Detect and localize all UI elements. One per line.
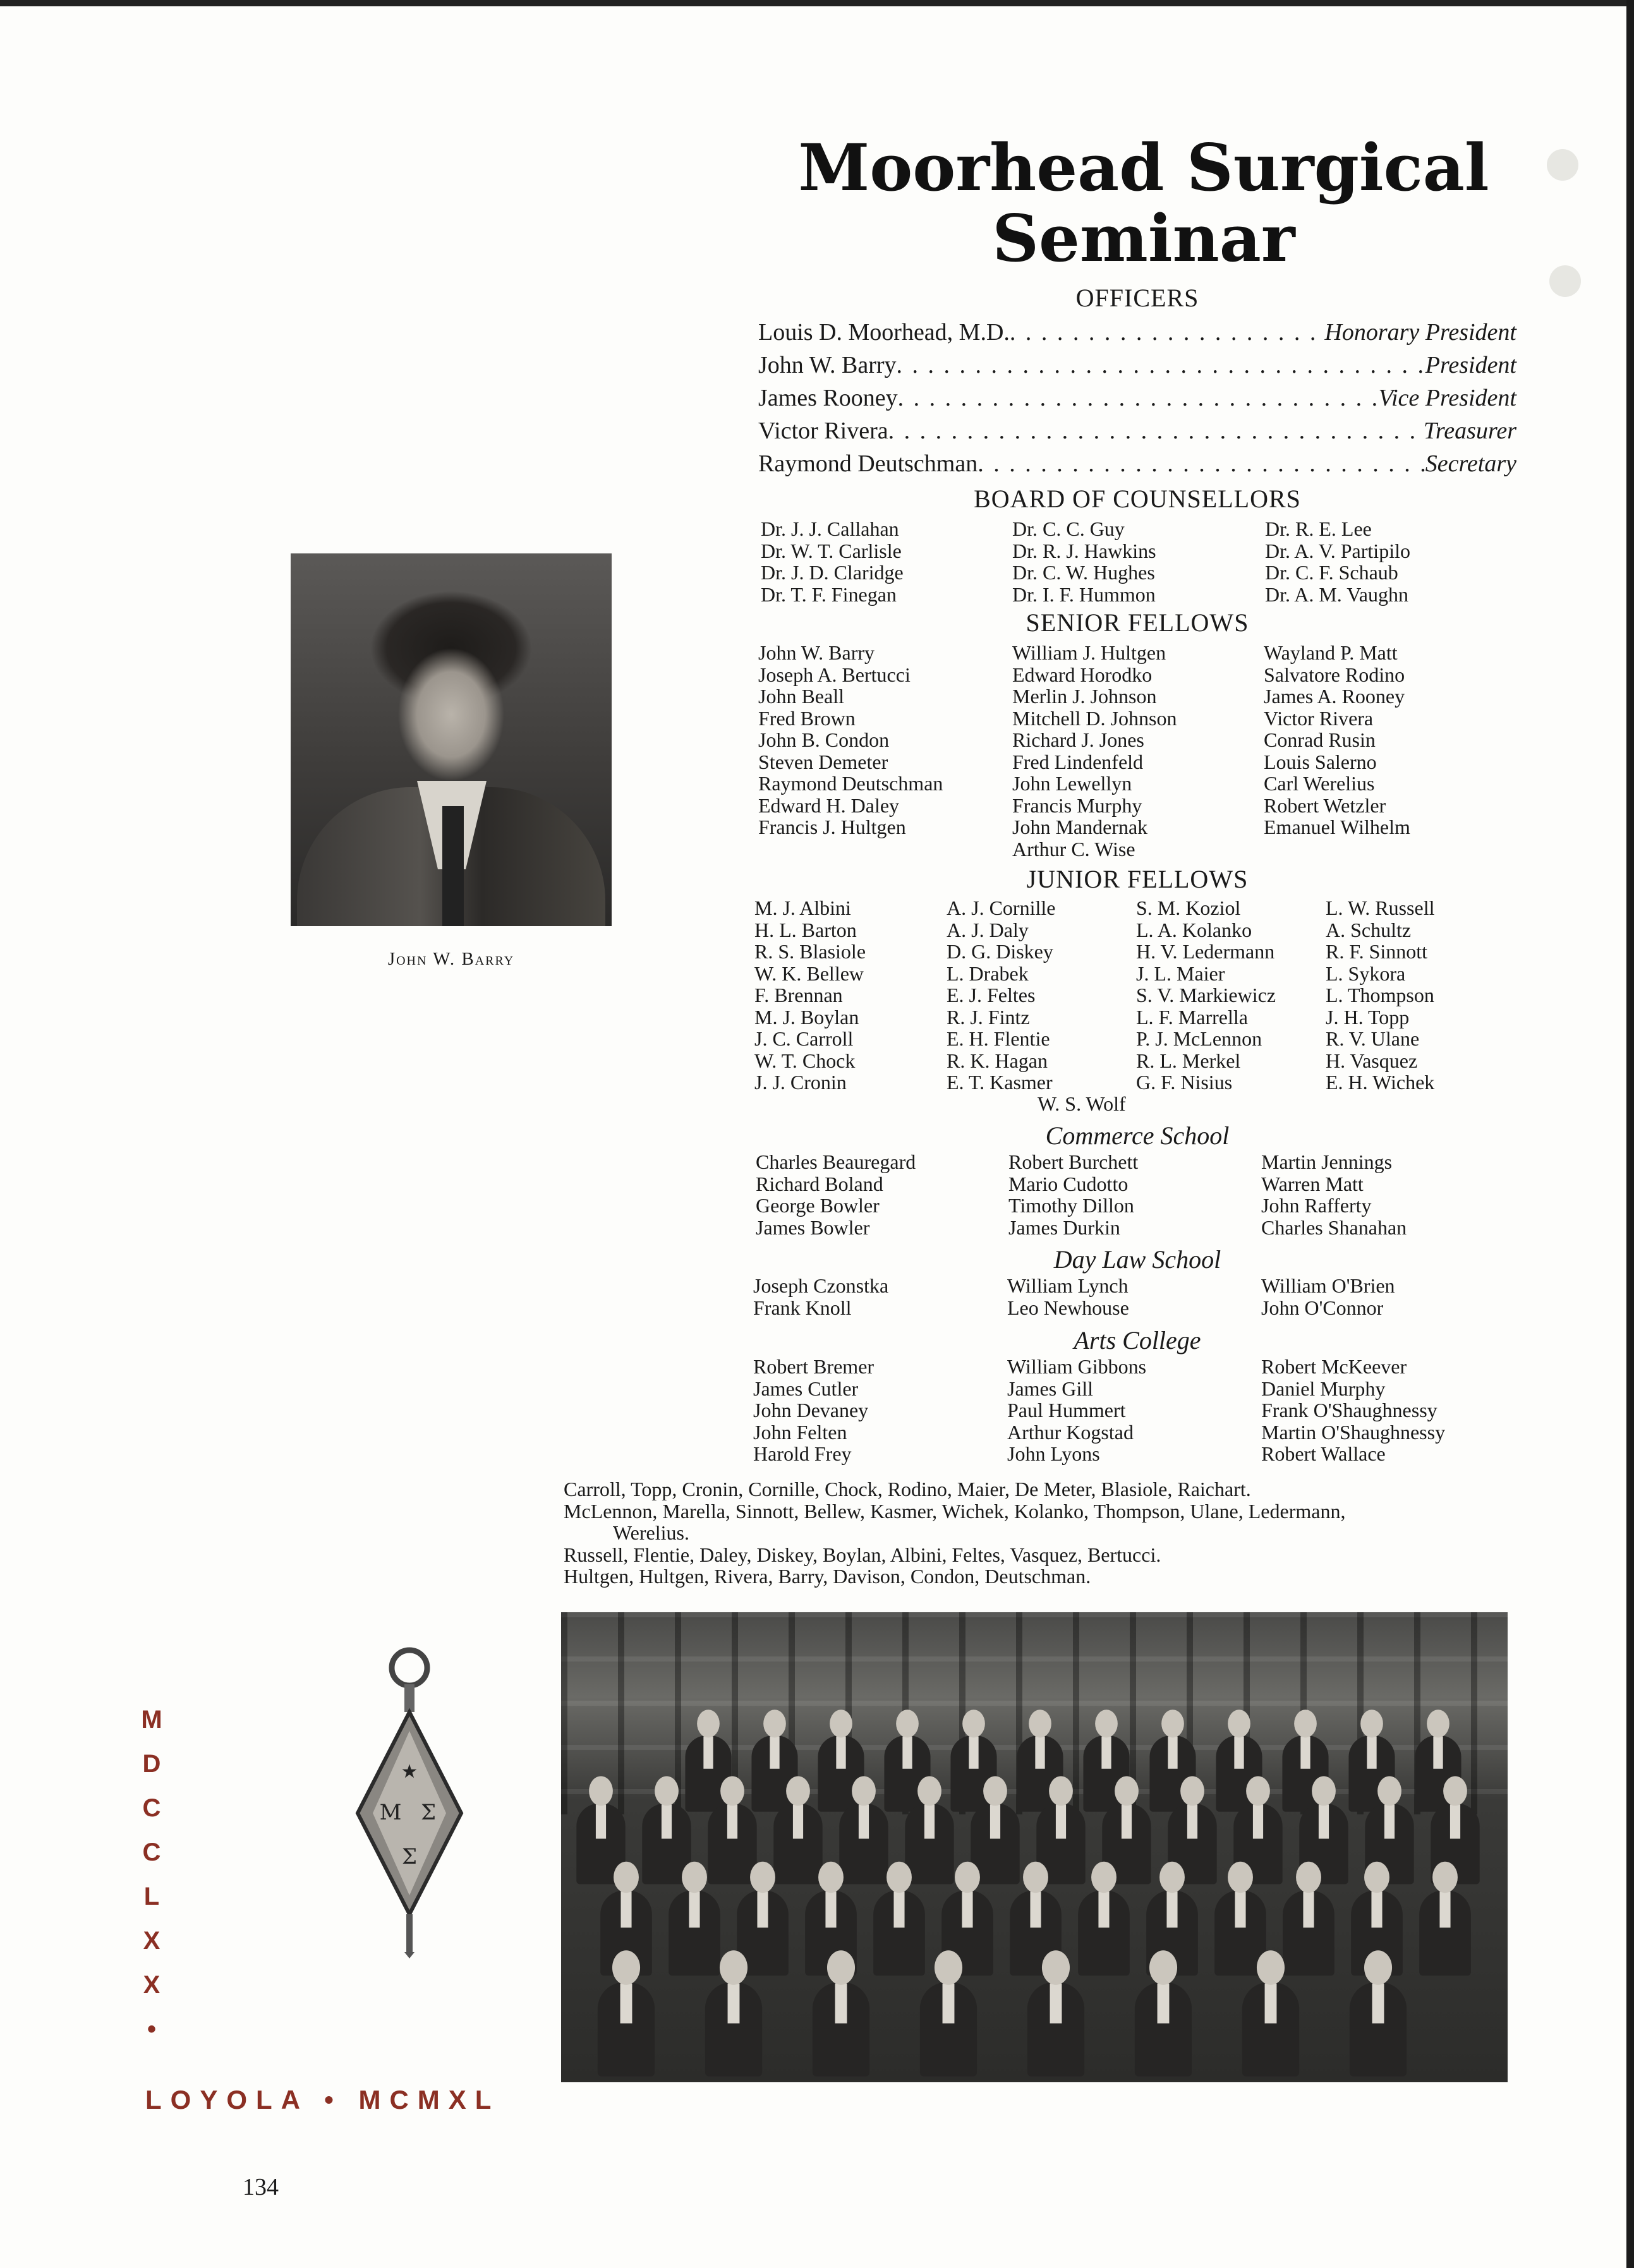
member-name: Charles Beauregard (756, 1150, 916, 1173)
member-name: John Devaney (753, 1399, 869, 1421)
vertical-letter: C (142, 1794, 161, 1822)
page-title: Moorhead Surgical Seminar (798, 130, 1489, 277)
portrait-caption: John W. Barry (387, 949, 515, 969)
member-name: F. Brennan (754, 984, 843, 1006)
caption-line: Carroll, Topp, Cronin, Cornille, Chock, Rodino, Maier, De Meter, Blasiole, Raichart. (564, 1478, 1251, 1500)
member-name: R. S. Blasiole (754, 940, 866, 963)
member-name: Richard J. Jones (1012, 728, 1144, 751)
photo-person (1242, 1950, 1299, 2077)
name-column (758, 642, 943, 838)
member-name: E. J. Feltes (947, 984, 1036, 1006)
member-name: Richard Boland (756, 1172, 883, 1195)
member-name: John Rafferty (1261, 1194, 1372, 1217)
member-name: H. L. Barton (754, 918, 857, 941)
member-name: S. M. Koziol (1136, 896, 1241, 919)
member-name: Martin O'Shaughnessy (1261, 1420, 1446, 1444)
name-column (753, 1275, 888, 1318)
officer-row (758, 447, 1516, 480)
member-name: John Mandernak (1012, 816, 1148, 838)
member-name: Dr. W. T. Carlisle (761, 539, 902, 562)
officer-row (758, 316, 1516, 349)
member-name: Francis J. Hultgen (758, 816, 906, 838)
emblem-letter: Σ (420, 1800, 437, 1825)
member-name: Harold Frey (753, 1442, 852, 1465)
officer-row (758, 382, 1516, 414)
dot-leader (977, 447, 1425, 480)
photo-person (705, 1950, 762, 2077)
member-name: R. J. Fintz (947, 1005, 1030, 1028)
member-name: D. G. Diskey (947, 940, 1053, 963)
name-column (1012, 642, 1177, 860)
dot-leader (1010, 316, 1324, 349)
member-name: Francis Murphy (1012, 793, 1142, 817)
junior-fellows-heading: JUNIOR FELLOWS (1026, 865, 1249, 893)
officer-row (758, 349, 1516, 382)
officers-heading: OFFICERS (1075, 284, 1199, 312)
svg-text:★: ★ (401, 1761, 418, 1783)
member-name: H. Vasquez (1326, 1049, 1418, 1072)
member-name: Raymond Deutschman (758, 772, 943, 795)
officer-role: Treasurer (1423, 418, 1516, 444)
member-name: Arthur C. Wise (1012, 837, 1135, 860)
photo-person (1078, 1862, 1130, 1976)
member-name: Frank O'Shaughnessy (1261, 1399, 1437, 1421)
officer-name: Raymond Deutschman (758, 450, 978, 477)
officer-role: Vice President (1378, 385, 1516, 411)
member-name: Martin Jennings (1261, 1150, 1393, 1173)
member-name: William O'Brien (1261, 1274, 1395, 1297)
officer-row (758, 414, 1516, 447)
member-name: L. Sykora (1326, 962, 1406, 985)
day-law-heading: Day Law School (1053, 1245, 1221, 1274)
emblem-letter: M (379, 1800, 402, 1825)
member-name: Dr. J. J. Callahan (761, 517, 899, 540)
photo-person (813, 1950, 869, 2077)
member-name: R. K. Hagan (947, 1049, 1048, 1072)
member-name: Timothy Dillon (1008, 1194, 1134, 1217)
member-name: Dr. C. F. Schaub (1265, 561, 1398, 584)
member-name: James Durkin (1008, 1215, 1120, 1239)
member-name: John B. Condon (758, 728, 890, 751)
junior-fellows-extra: W. S. Wolf (1038, 1092, 1126, 1115)
footer-loyola: LOYOLA • MCMXL (145, 2085, 500, 2114)
member-name: Dr. A. M. Vaughn (1265, 582, 1408, 606)
member-name: Robert McKeever (1261, 1355, 1407, 1378)
name-column (1261, 1151, 1407, 1238)
member-name: James Bowler (756, 1215, 870, 1239)
name-column (1261, 1275, 1395, 1318)
name-column (756, 1151, 916, 1238)
caption-line: Hultgen, Hultgen, Rivera, Barry, Davison, Condon, Deutschman. (564, 1565, 1091, 1588)
name-column (1012, 518, 1156, 605)
member-name: A. J. Daly (947, 918, 1029, 941)
member-name: R. V. Ulane (1326, 1027, 1420, 1050)
member-name: James Cutler (753, 1377, 859, 1400)
name-column (1008, 1151, 1138, 1238)
name-column (1264, 642, 1410, 838)
member-name: W. K. Bellew (754, 962, 864, 985)
member-name: Charles Shanahan (1261, 1215, 1407, 1239)
member-name: L. Thompson (1326, 984, 1434, 1006)
vertical-letter: X (143, 1927, 160, 1955)
member-name: Dr. C. W. Hughes (1012, 561, 1155, 584)
member-name: E. T. Kasmer (947, 1071, 1053, 1094)
member-name: Joseph A. Bertucci (758, 663, 911, 686)
member-name: P. J. McLennon (1136, 1027, 1262, 1050)
name-column (1265, 518, 1410, 605)
photo-person (598, 1950, 655, 2077)
name-column (1326, 897, 1434, 1094)
member-name: John O'Connor (1261, 1296, 1384, 1319)
name-column (1007, 1356, 1146, 1465)
member-name: Dr. A. V. Partipilo (1265, 539, 1410, 562)
member-name: Louis Salerno (1264, 750, 1377, 773)
officer-name: Victor Rivera (758, 418, 888, 444)
page-edge-right (1626, 0, 1634, 2268)
member-name: L. W. Russell (1326, 896, 1435, 919)
group-photo (561, 1612, 1508, 2082)
member-name: Robert Wallace (1261, 1442, 1386, 1465)
emblem-letter: Σ (401, 1844, 418, 1869)
member-name: Victor Rivera (1264, 706, 1374, 730)
member-name: Robert Wetzler (1264, 793, 1386, 817)
arts-heading: Arts College (1074, 1326, 1201, 1354)
member-name: R. L. Merkel (1136, 1049, 1241, 1072)
member-name: L. Drabek (947, 962, 1029, 985)
member-name: Dr. I. F. Hummon (1012, 582, 1156, 606)
member-name: L. F. Marrella (1136, 1005, 1248, 1028)
dot-leader (897, 349, 1425, 382)
member-name: M. J. Albini (754, 896, 851, 919)
photo-person (920, 1950, 977, 2077)
member-name: Edward H. Daley (758, 793, 900, 817)
member-name: E. H. Flentie (947, 1027, 1050, 1050)
caption-line: Russell, Flentie, Daley, Diskey, Boylan, Albini, Feltes, Vasquez, Bertucci. (564, 1543, 1161, 1566)
officer-name: James Rooney (758, 385, 898, 411)
member-name: J. L. Maier (1136, 962, 1225, 985)
member-name: Fred Lindenfeld (1012, 750, 1144, 773)
member-name: Merlin J. Johnson (1012, 685, 1157, 708)
member-name: Arthur Kogstad (1007, 1420, 1134, 1444)
member-name: Steven Demeter (758, 750, 888, 773)
photo-person (1027, 1950, 1084, 2077)
vertical-letter: L (143, 1883, 160, 1910)
name-column (947, 897, 1055, 1094)
photo-person (1135, 1950, 1192, 2077)
member-name: Dr. T. F. Finegan (761, 582, 897, 606)
name-column (753, 1356, 874, 1465)
member-name: Robert Bremer (753, 1355, 874, 1378)
member-name: Dr. R. E. Lee (1265, 517, 1372, 540)
name-column (1007, 1275, 1129, 1318)
caption-line: Werelius. (613, 1521, 689, 1544)
dot-leader (888, 414, 1424, 447)
member-name: Salvatore Rodino (1264, 663, 1405, 686)
senior-fellows-heading: SENIOR FELLOWS (1026, 608, 1249, 637)
member-name: J. J. Cronin (754, 1071, 847, 1094)
member-name: A. J. Cornille (947, 896, 1056, 919)
member-name: Fred Brown (758, 706, 856, 730)
member-name: John Felten (753, 1420, 847, 1444)
member-name: Daniel Murphy (1261, 1377, 1386, 1400)
portrait-photo (291, 553, 612, 926)
counsellors-heading: BOARD OF COUNSELLORS (974, 485, 1301, 513)
member-name: Leo Newhouse (1007, 1296, 1129, 1319)
group-photo-caption (564, 1478, 1524, 1588)
member-name: William Gibbons (1007, 1355, 1147, 1378)
officer-role: Secretary (1425, 450, 1516, 477)
name-column (754, 897, 866, 1094)
photo-person (873, 1862, 925, 1976)
photo-person (1419, 1862, 1471, 1976)
member-name: William J. Hultgen (1012, 641, 1166, 664)
member-name: Joseph Czonstka (753, 1274, 889, 1297)
member-name: S. V. Markiewicz (1136, 984, 1276, 1006)
name-column (1261, 1356, 1445, 1465)
page-edge-top (0, 0, 1634, 6)
member-name: Warren Matt (1261, 1172, 1364, 1195)
member-name: W. T. Chock (754, 1049, 856, 1072)
member-name: Mario Cudotto (1008, 1172, 1129, 1195)
member-name: Dr. C. C. Guy (1012, 517, 1125, 540)
vertical-letter: C (142, 1838, 161, 1866)
officer-name: John W. Barry (758, 352, 897, 378)
member-name: E. H. Wichek (1326, 1071, 1435, 1094)
member-name: Emanuel Wilhelm (1264, 816, 1410, 838)
dot-leader (898, 382, 1379, 414)
member-name: Mitchell D. Johnson (1012, 706, 1177, 730)
member-name: John Beall (758, 685, 844, 708)
member-name: John W. Barry (758, 641, 874, 664)
member-name: James A. Rooney (1264, 685, 1405, 708)
member-name: James Gill (1007, 1377, 1093, 1400)
member-name: Conrad Rusin (1264, 728, 1376, 751)
name-column (761, 518, 904, 605)
member-name: L. A. Kolanko (1136, 918, 1252, 941)
member-name: J. H. Topp (1326, 1005, 1410, 1028)
member-name: A. Schultz (1326, 918, 1412, 941)
page-number: 134 (243, 2174, 279, 2200)
member-name: Robert Burchett (1008, 1150, 1139, 1173)
member-name: William Lynch (1007, 1274, 1129, 1297)
officer-role: Honorary President (1324, 319, 1516, 346)
vertical-letter: • (147, 2015, 156, 2043)
member-name: George Bowler (756, 1194, 880, 1217)
member-name: Dr. R. J. Hawkins (1012, 539, 1156, 562)
member-name: Wayland P. Matt (1264, 641, 1398, 664)
member-name: H. V. Ledermann (1136, 940, 1275, 963)
vertical-letter: D (142, 1750, 161, 1778)
commerce-heading: Commerce School (1045, 1121, 1230, 1150)
member-name: Dr. J. D. Claridge (761, 561, 904, 584)
member-name: Carl Werelius (1264, 772, 1375, 795)
member-name: J. C. Carroll (754, 1027, 854, 1050)
fraternity-key-emblem (346, 1643, 473, 1958)
member-name: John Lyons (1007, 1442, 1100, 1465)
member-name: Edward Horodko (1012, 663, 1153, 686)
officer-name: Louis D. Moorhead, M.D. (758, 319, 1010, 346)
member-name: M. J. Boylan (754, 1005, 859, 1028)
member-name: Paul Hummert (1007, 1399, 1126, 1421)
member-name: Frank Knoll (753, 1296, 852, 1319)
vertical-letter: X (143, 1971, 160, 1999)
member-name: John Lewellyn (1012, 772, 1132, 795)
vertical-letter: M (141, 1706, 162, 1734)
caption-line: McLennon, Marella, Sinnott, Bellew, Kasmer, Wichek, Kolanko, Thompson, Ulane, Ledermann, (564, 1499, 1346, 1523)
name-column (1136, 897, 1276, 1094)
member-name: G. F. Nisius (1136, 1071, 1233, 1094)
photo-person (1350, 1950, 1407, 2077)
officer-role: President (1425, 352, 1516, 378)
member-name: R. F. Sinnott (1326, 940, 1428, 963)
